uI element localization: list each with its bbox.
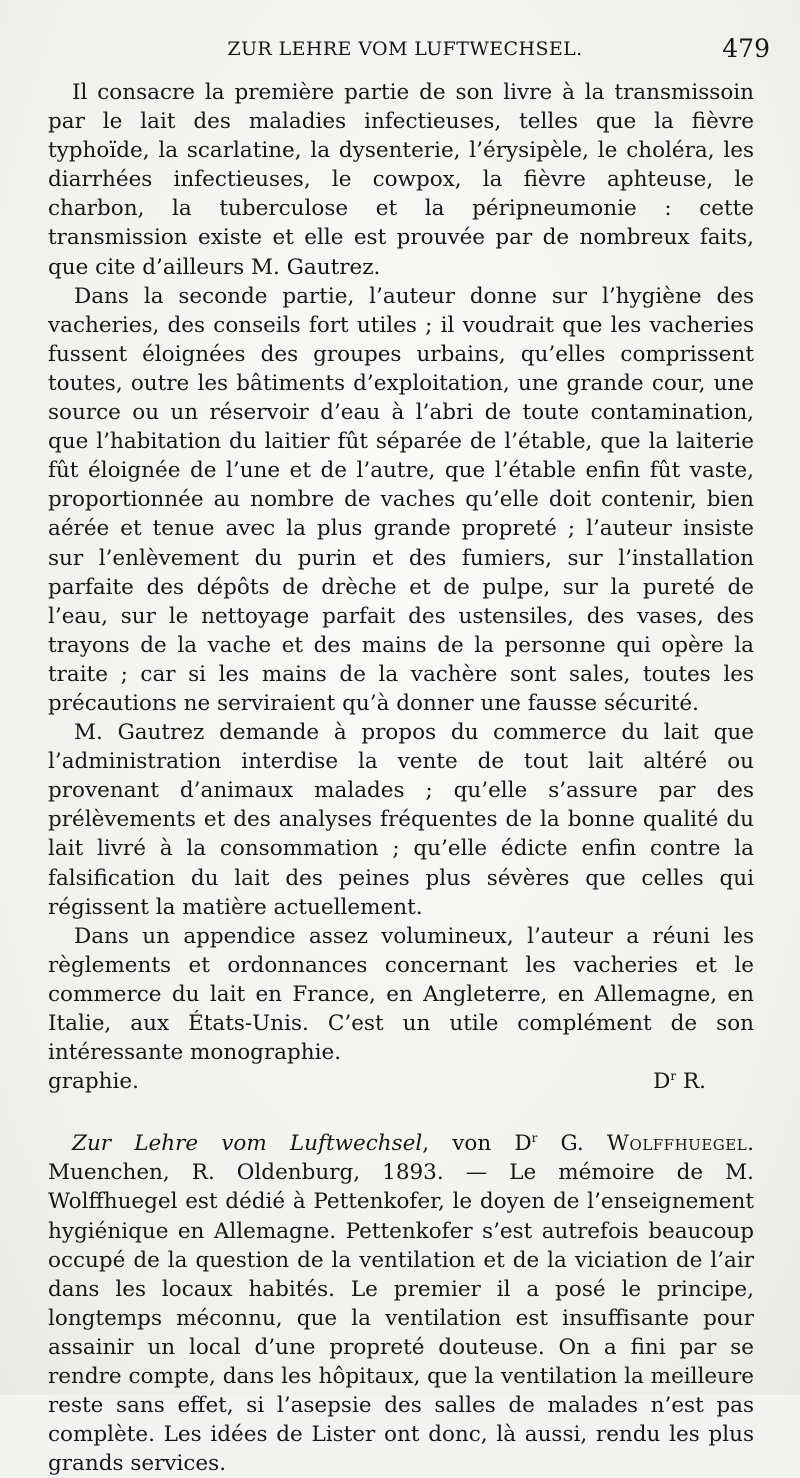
page-number: 479 bbox=[722, 34, 770, 63]
review-paragraph bbox=[48, 1129, 754, 1478]
review-by-sup: r bbox=[531, 1131, 538, 1146]
paragraph-end-word: graphie. bbox=[48, 1069, 139, 1095]
review-author-initial: G. bbox=[537, 1131, 607, 1157]
review-by: , von D bbox=[422, 1131, 532, 1157]
review-author-name: Wolffhuegel bbox=[606, 1131, 748, 1157]
paragraph-commerce-lait: M. Gautrez demande à propos du commerce du lait que l’administration interdise la vente de tout lait altéré ou provenant d’animaux malades ; qu’elle s’assure par des prélèvements et des analyses fréquentes de la bonne qualité du lait livré à la consommation ; qu’elle édicte enfin contre la falsification du lait des peines plus sévères que celles qui régissent la matière actuellement. bbox=[48, 720, 754, 920]
signature-line bbox=[48, 1067, 754, 1096]
paragraph-appendice: Dans un appendice assez volumineux, l’auteur a réuni les règlements et ordonnances concernant les vacheries et le commerce du lait en France, en Angleterre, en Allemagne, en Italie, aux États-Unis. C’est un utile complément de son intéressante monographie. bbox=[48, 923, 754, 1066]
review-entry bbox=[48, 1129, 754, 1478]
section-gap bbox=[48, 1096, 754, 1129]
reviewer-signature bbox=[653, 1067, 706, 1096]
signature-sup: r bbox=[670, 1069, 677, 1084]
signature-suffix: R. bbox=[676, 1069, 706, 1095]
review-book-title: Zur Lehre vom Luftwechsel bbox=[72, 1131, 423, 1157]
body-text bbox=[48, 78, 754, 1478]
review-body: . Muenchen, R. Oldenburg, 1893. — Le mémoire de M. Wolffhuegel est dédié à Pettenkofer, le doyen de l’enseignement hygiénique en Allemagne. Pettenkofer s’est autrefois beaucoup occupé de la question de la ventilation et de la viciation de l’air dans les locaux habités. Le premier il a posé le principe, longtemps méconnu, que la ventilation est insuffisante pour assainir un local d’une propreté douteuse. On a fini par se rendre compte, dans les hôpitaux, que la ventilation la meilleure reste sans effet, si l’asepsie des salles de malades n’est pas complète. Les idées de Lister ont donc, là aussi, rendu les plus grands services. bbox=[48, 1131, 755, 1477]
running-title: ZUR LEHRE VOM LUFTWECHSEL. bbox=[227, 38, 583, 60]
paragraph-hygiene-vacheries: Dans la seconde partie, l’auteur donne sur l’hygiène des vacheries, des conseils fort utiles ; il voudrait que les vacheries fussent éloignées des groupes urbains, qu’elles comprissent toutes, outre les bâtiments d’exploitation, une grande cour, une source ou un réservoir d’eau à l’abri de toute contamination, que l’habitation du laitier fût séparée de l’étable, que la laiterie fût éloignée de l’une et de l’autre, que l’étable enfin fût vaste, proportionnée au nombre de vaches qu’elle doit contenir, bien aérée et tenue avec la plus grande propreté ; l’auteur insiste sur l’enlèvement du purin et des fumiers, sur l’installation parfaite des dépôts de drèche et de pulpe, sur la pureté de l’eau, sur le nettoyage parfait des ustensiles, des vases, des trayons de la vache et des mains de la personne qui opère la traite ; car si les mains de la vachère sont sales, toutes les précautions ne serviraient qu’à donner une fausse sécurité. bbox=[48, 283, 754, 716]
page-header bbox=[40, 34, 770, 68]
paragraph-transmission: Il consacre la première partie de son livre à la transmissoin par le lait des maladies infectieuses, telles que la fièvre typhoïde, la scarlatine, la dysenterie, l’érysipèle, le choléra, les diarrhées infectieuses, le cowpox, la fièvre aphteuse, le charbon, la tuberculose et la péripneumonie : cette transmission existe et elle est prouvée par de nombreux faits, que cite d’ailleurs M. Gautrez. bbox=[48, 80, 754, 280]
signature-prefix: D bbox=[653, 1069, 671, 1095]
